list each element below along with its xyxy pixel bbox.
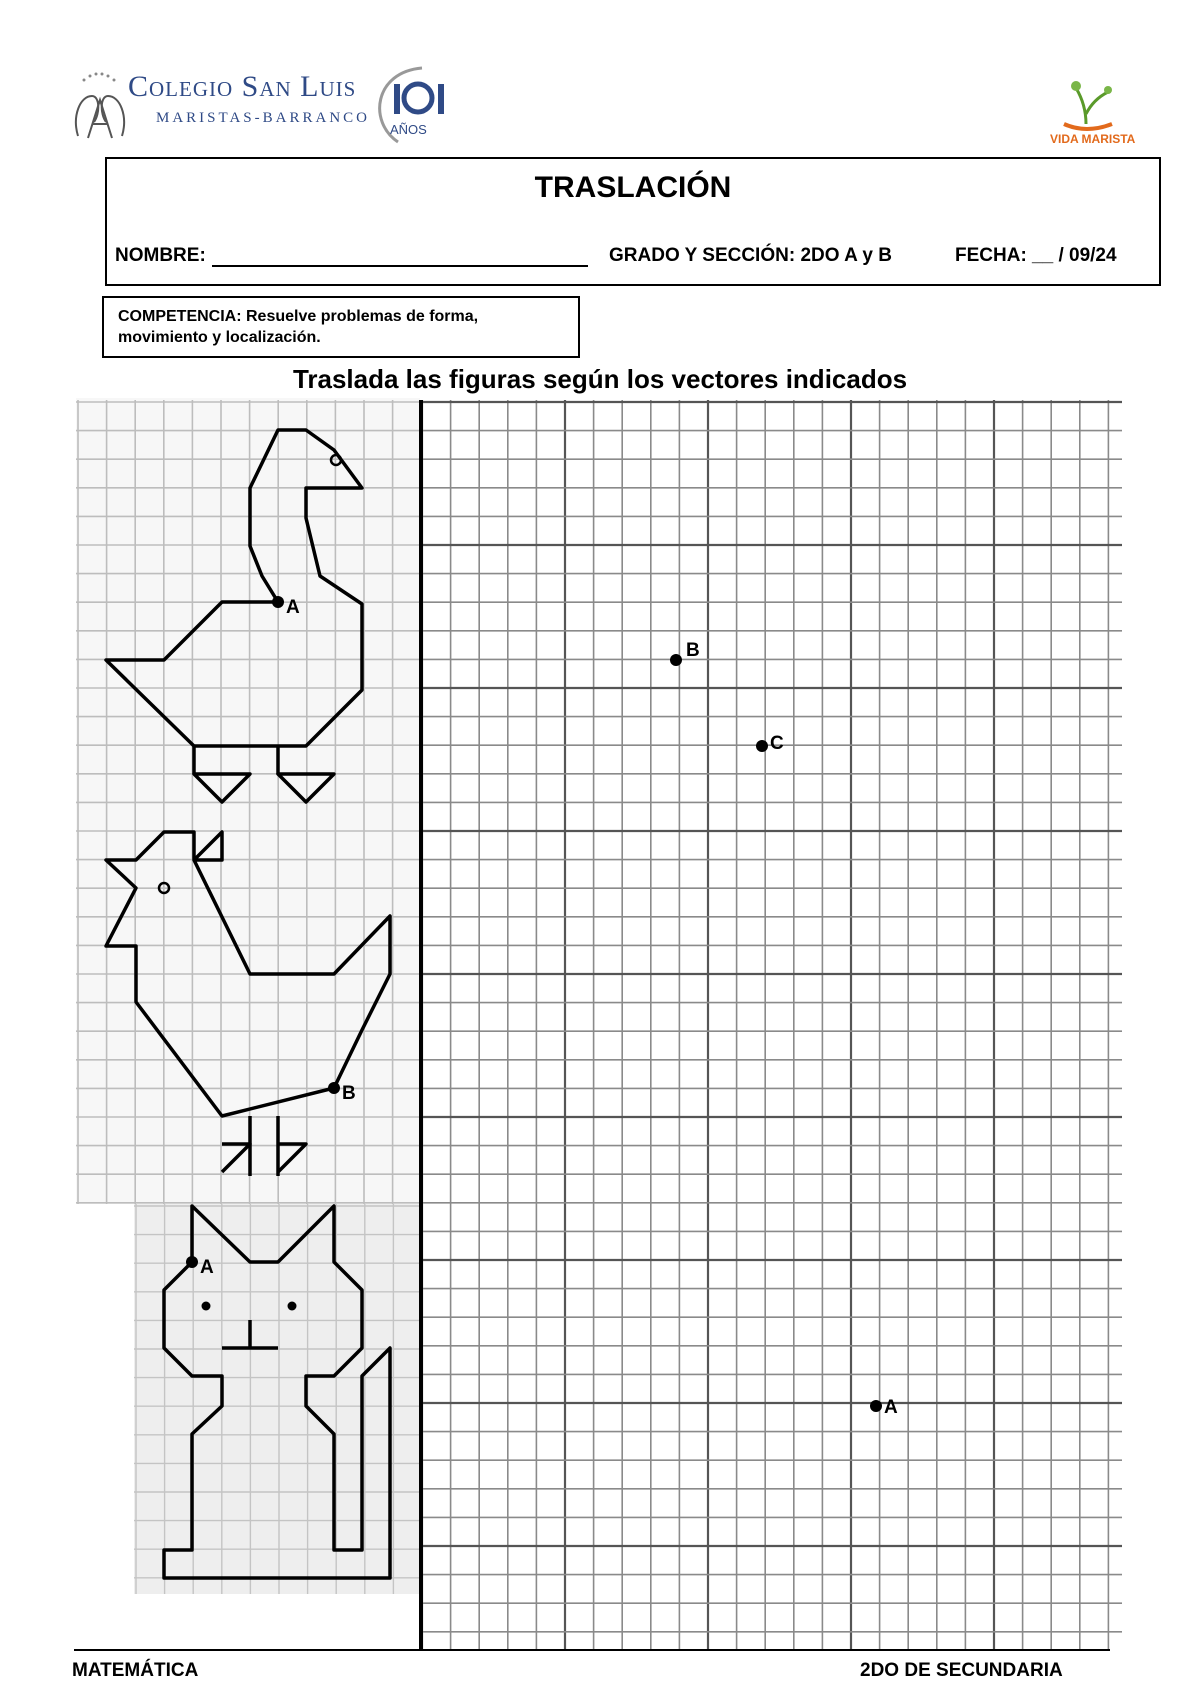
worksheet-title: TRASLACIÓN <box>534 171 732 204</box>
footer-grade: 2DO DE SECUNDARIA <box>860 1660 1063 1681</box>
cat-left-eye-icon <box>202 1302 211 1311</box>
rooster-point-marker <box>328 1082 340 1094</box>
goose-point-marker <box>272 596 284 608</box>
school-subtitle: MARISTAS-BARRANCO <box>156 110 370 126</box>
cat-point-label: A <box>200 1257 214 1278</box>
grid-point-a-label: A <box>884 1397 898 1418</box>
anniversary-years: AÑOS <box>390 122 427 137</box>
grade-section-label: GRADO Y SECCIÓN: 2DO A y B <box>609 245 892 266</box>
date-label: FECHA: __ / 09/24 <box>955 245 1117 266</box>
grid-point-b-label: B <box>686 640 700 661</box>
grid-point-b-marker <box>670 654 682 666</box>
cat-right-eye-icon <box>288 1302 297 1311</box>
grid-point-a-marker <box>870 1400 882 1412</box>
name-label: NOMBRE: <box>115 245 206 266</box>
cat-point-marker <box>186 1256 198 1268</box>
grid-point-c-marker <box>756 740 768 752</box>
grid-point-c-label: C <box>770 733 784 754</box>
goose-point-label: A <box>286 597 300 618</box>
school-name: Colegio San Luis <box>128 70 357 103</box>
footer-subject: MATEMÁTICA <box>72 1660 199 1681</box>
competencia-box: COMPETENCIA: Resuelve problemas de forma, movimiento y localización. <box>102 296 580 358</box>
right-grid <box>422 400 1122 1650</box>
instruction-text: Traslada las figuras según los vectores indicados <box>292 364 908 394</box>
vida-marista-text: VIDA MARISTA <box>1050 132 1136 146</box>
left-grid-bg <box>76 398 420 1204</box>
rooster-point-label: B <box>342 1083 356 1104</box>
